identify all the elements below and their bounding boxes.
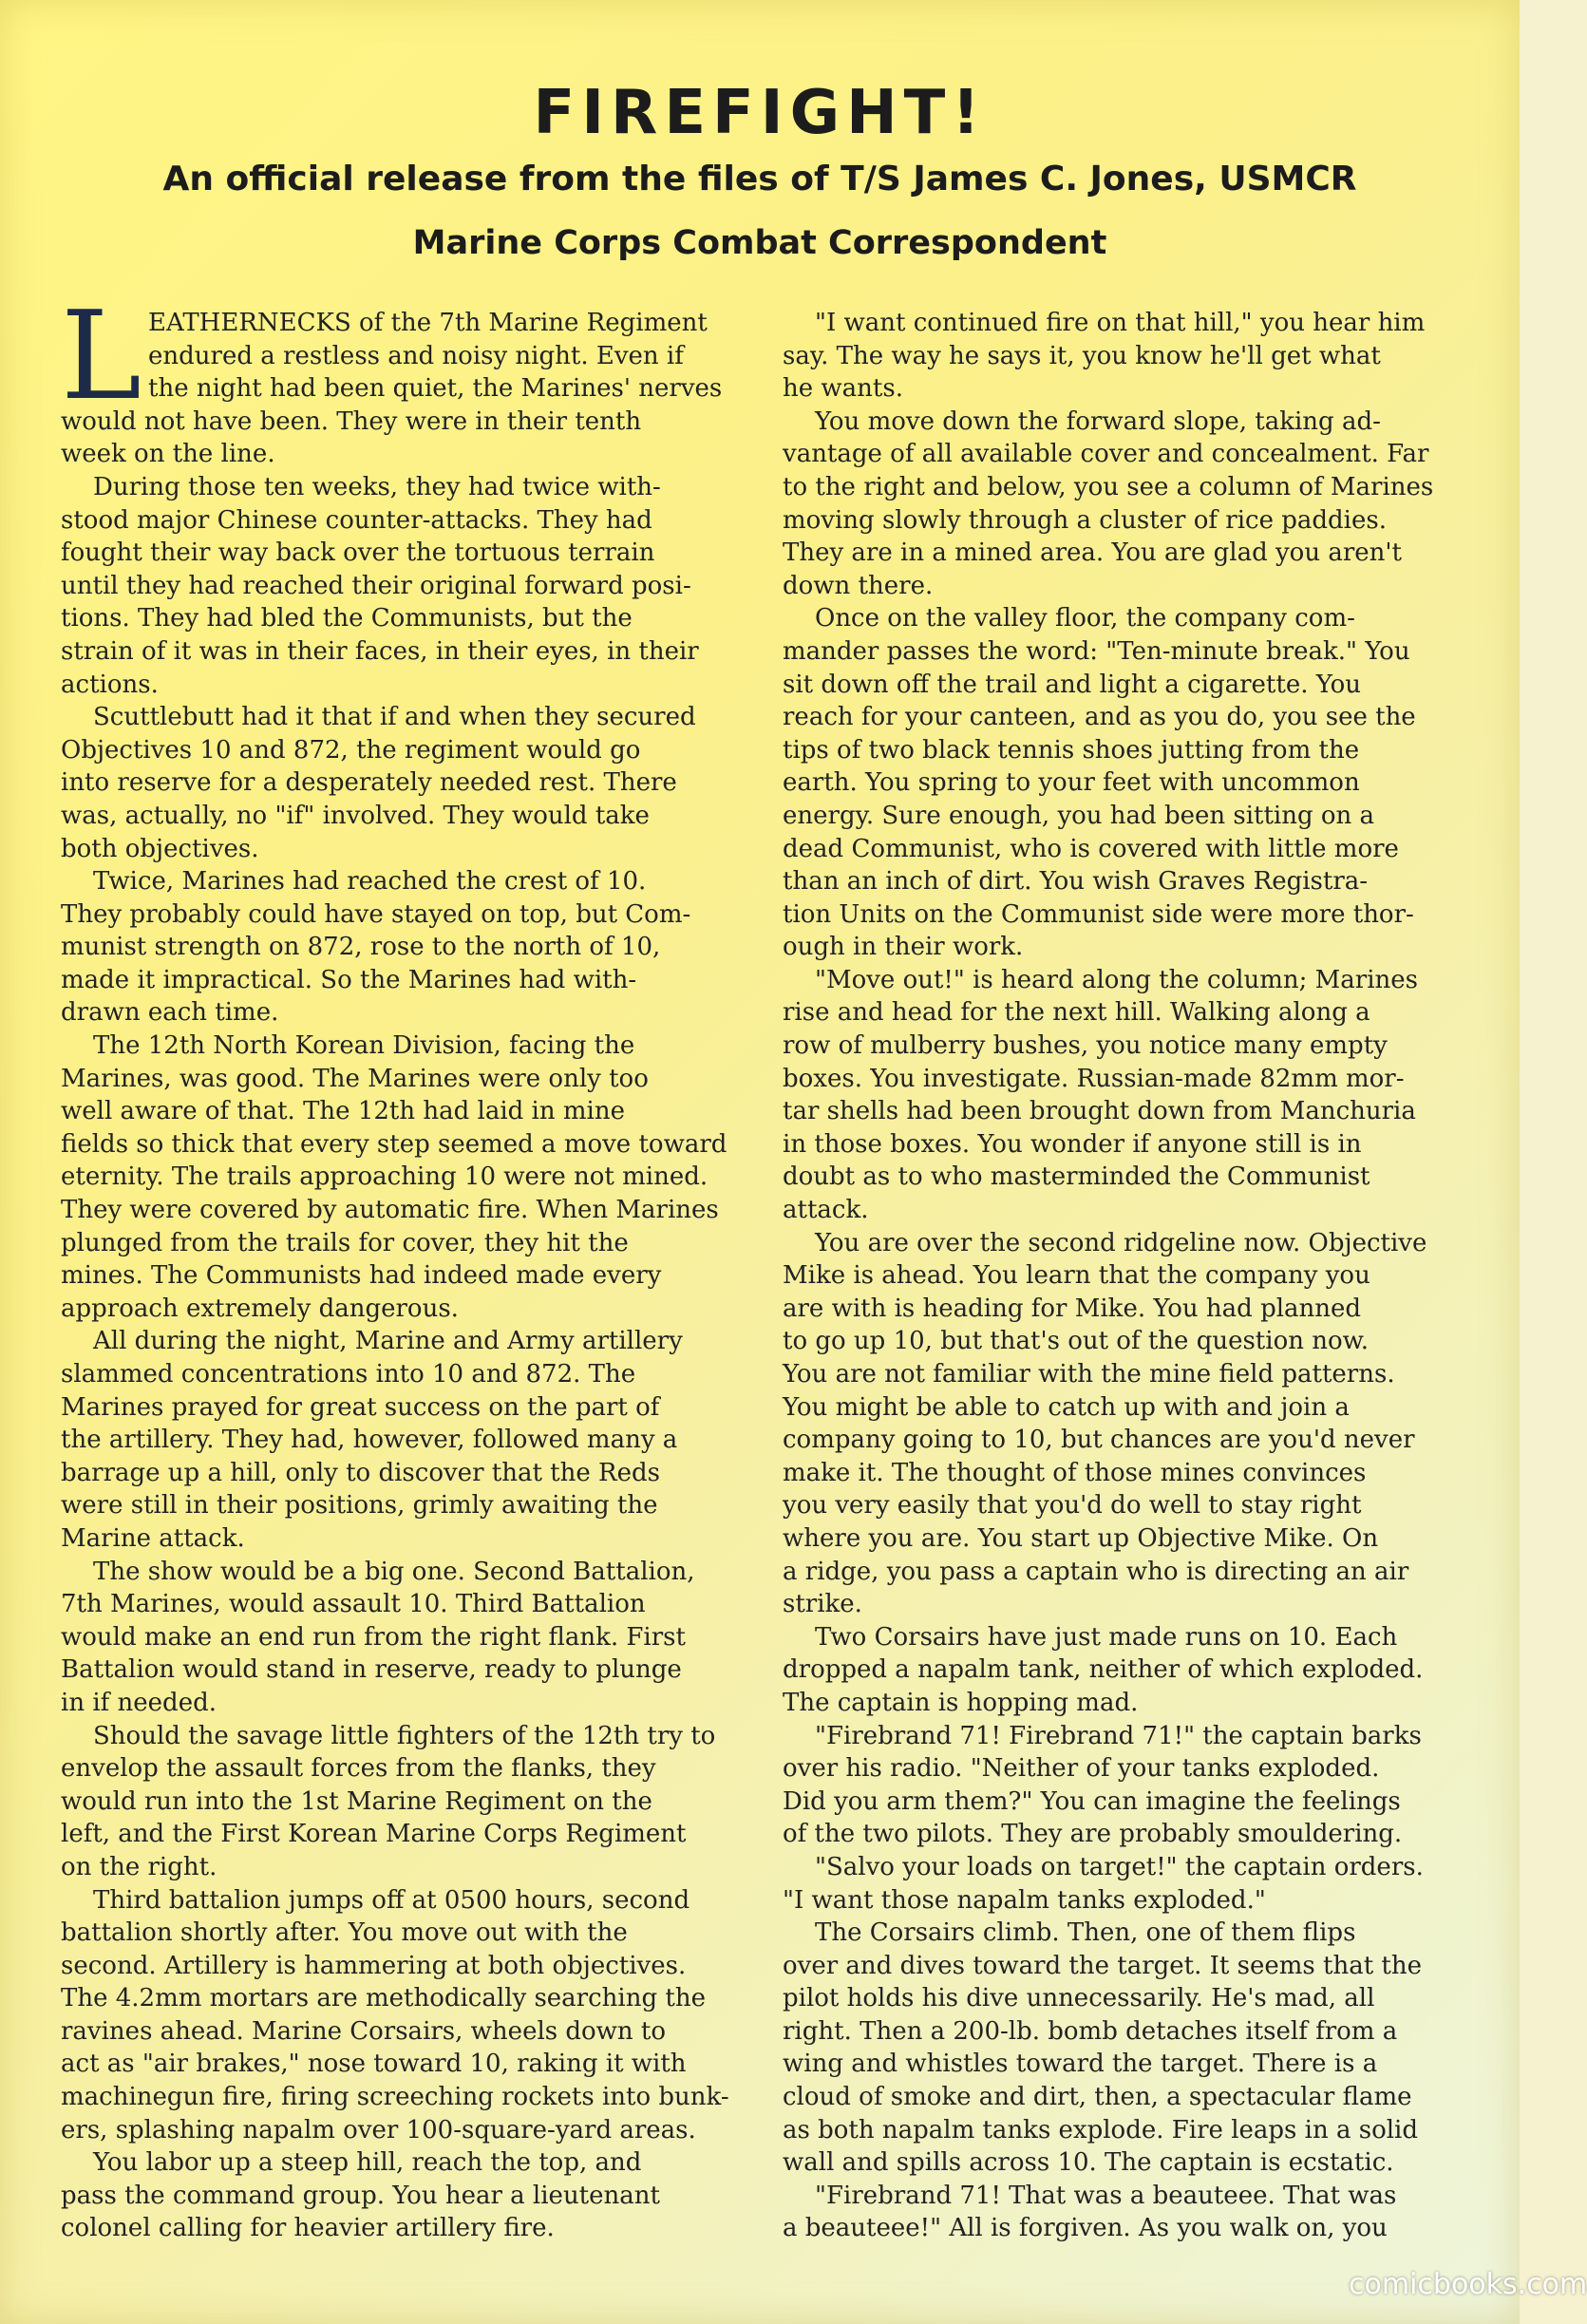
text-line: The captain is hopping mad. <box>783 1688 1139 1717</box>
text-line: until they had reached their original forward posi- <box>61 571 691 600</box>
article-byline: Marine Corps Combat Correspondent <box>412 224 1107 262</box>
text-line: wing and whistles toward the target. There is a <box>783 2050 1378 2079</box>
text-line: 7th Marines, would assault 10. Third Battalion <box>61 1590 646 1619</box>
text-line: Scuttlebutt had it that if and when they secured <box>93 703 696 732</box>
article-title: FIREFIGHT! <box>533 78 987 148</box>
text-line: envelop the assault forces from the flanks, they <box>61 1754 656 1784</box>
text-line: doubt as to who masterminded the Communist <box>783 1162 1370 1192</box>
text-line: on the right. <box>61 1852 217 1881</box>
text-line: Two Corsairs have just made runs on 10. Each <box>815 1622 1398 1652</box>
text-line: the night had been quiet, the Marines' nerves <box>148 374 723 404</box>
text-line: You move down the forward slope, taking ad- <box>815 406 1381 436</box>
text-line: reach for your canteen, and as you do, you see the <box>783 703 1416 732</box>
text-line: All during the night, Marine and Army artillery <box>93 1327 683 1356</box>
text-line: left, and the First Korean Marine Corps Regiment <box>61 1820 687 1849</box>
text-line: EATHERNECKS of the 7th Marine Regiment <box>148 309 708 337</box>
text-line: fields so thick that every step seemed a move toward <box>61 1129 727 1159</box>
text-line: tion Units on the Communist side were more thor- <box>783 899 1414 929</box>
text-line: would make an end run from the right flank. First <box>61 1622 686 1652</box>
text-line: are with is heading for Mike. You had planned <box>783 1294 1362 1323</box>
text-line: boxes. You investigate. Russian-made 82mm mor- <box>783 1064 1405 1093</box>
text-line: You are not familiar with the mine field patterns. <box>783 1360 1395 1389</box>
text-line: During those ten weeks, they had twice with- <box>93 472 661 501</box>
text-line: you very easily that you'd do well to stay right <box>783 1491 1362 1521</box>
text-line: The 4.2mm mortars are methodically searching the <box>61 1984 706 2013</box>
text-line: attack. <box>783 1196 869 1225</box>
text-line: Battalion would stand in reserve, ready to plunge <box>61 1655 682 1685</box>
text-line: dropped a napalm tank, neither of which exploded. <box>783 1655 1424 1685</box>
text-line: You labor up a steep hill, reach the top, and <box>93 2148 642 2178</box>
text-line: row of mulberry bushes, you notice many empty <box>783 1031 1388 1061</box>
text-line: They probably could have stayed on top, but Com- <box>61 899 691 929</box>
text-line: well aware of that. The 12th had laid in mine <box>61 1097 625 1126</box>
text-line: actions. <box>61 670 159 699</box>
text-line: moving slowly through a cluster of rice paddies. <box>783 505 1387 535</box>
text-line: wall and spills across 10. The captain is ecstatic. <box>783 2148 1394 2178</box>
text-line: The Corsairs climb. Then, one of them flips <box>815 1918 1356 1948</box>
text-line: vantage of all available cover and concealment. Far <box>783 440 1429 469</box>
text-line: "I want continued fire on that hill," you hear him <box>815 309 1426 337</box>
text-line: he wants. <box>783 374 903 404</box>
text-line: mines. The Communists had indeed made every <box>61 1261 662 1291</box>
text-line: of the two pilots. They are probably smouldering. <box>783 1820 1403 1849</box>
text-line: Did you arm them?" You can imagine the feelings <box>783 1786 1401 1816</box>
text-line: week on the line. <box>61 440 275 469</box>
text-line: made it impractical. So the Marines had with- <box>61 965 637 994</box>
text-line: tions. They had bled the Communists, but the <box>61 604 633 633</box>
text-line: colonel calling for heavier artillery fire. <box>61 2214 555 2243</box>
text-line: a beauteee!" All is forgiven. As you walk on, you <box>783 2214 1388 2243</box>
text-line: tar shells had been brought down from Manchuria <box>783 1097 1416 1126</box>
text-line: machinegun fire, firing screeching rockets into bunk- <box>61 2083 729 2112</box>
text-line: down there. <box>783 571 934 600</box>
text-line: over his radio. "Neither of your tanks exploded. <box>783 1754 1380 1784</box>
text-line: rise and head for the next hill. Walking along a <box>783 998 1370 1028</box>
text-line: pass the command group. You hear a lieutenant <box>61 2181 660 2210</box>
text-line: Mike is ahead. You learn that the company you <box>783 1261 1370 1291</box>
text-line: the artillery. They had, however, followed many a <box>61 1426 678 1455</box>
text-line: Marines prayed for great success on the part of <box>61 1392 660 1422</box>
text-line: was, actually, no "if" involved. They would take <box>61 801 650 830</box>
drop-cap-letter: L <box>61 286 142 427</box>
text-line: battalion shortly after. You move out with the <box>61 1918 628 1948</box>
text-line: sit down off the trail and light a cigarette. You <box>783 670 1362 699</box>
site-watermark: comicbooks.com <box>1349 2268 1587 2301</box>
text-line: You might be able to catch up with and join a <box>783 1392 1350 1422</box>
text-line: "I want those napalm tanks exploded." <box>783 1885 1266 1915</box>
text-line: approach extremely dangerous. <box>61 1294 459 1323</box>
text-line: ough in their work. <box>783 933 1024 962</box>
text-line: Marines, was good. The Marines were only too <box>61 1064 649 1093</box>
text-line: Third battalion jumps off at 0500 hours, second <box>93 1885 690 1915</box>
text-line: say. The way he says it, you know he'll get what <box>783 341 1381 370</box>
text-line: would run into the 1st Marine Regiment on the <box>61 1786 652 1816</box>
text-line: a ridge, you pass a captain who is directing an air <box>783 1557 1409 1586</box>
text-line: "Move out!" is heard along the column; Marines <box>815 965 1418 994</box>
text-line: slammed concentrations into 10 and 872. The <box>61 1360 636 1389</box>
text-line: "Firebrand 71! Firebrand 71!" the captain barks <box>815 1721 1422 1750</box>
article-subtitle: An official release from the files of T/S James C. Jones, USMCR <box>162 160 1357 198</box>
text-line: make it. The thought of those mines convinces <box>783 1458 1367 1487</box>
text-line: eternity. The trails approaching 10 were not mined. <box>61 1162 708 1192</box>
text-line: Should the savage little fighters of the 12th try to <box>93 1721 716 1750</box>
text-line: They were covered by automatic fire. When Marines <box>61 1196 719 1225</box>
text-line: "Firebrand 71! That was a beauteee. That was <box>815 2181 1397 2210</box>
text-line: The 12th North Korean Division, facing the <box>93 1031 635 1061</box>
text-line: to go up 10, but that's out of the question now. <box>783 1327 1370 1356</box>
text-line: Once on the valley floor, the company com- <box>815 604 1355 633</box>
text-line: energy. Sure enough, you had been sitting on a <box>783 801 1375 830</box>
text-line: company going to 10, but chances are you'd never <box>783 1426 1415 1455</box>
text-line: where you are. You start up Objective Mike. On <box>783 1523 1379 1553</box>
text-line: The show would be a big one. Second Battalion, <box>93 1557 695 1586</box>
text-line: ers, splashing napalm over 100-square-yard areas. <box>61 2115 696 2145</box>
text-line: both objectives. <box>61 834 259 863</box>
text-line: endured a restless and noisy night. Even if <box>148 341 684 370</box>
text-line: They are in a mined area. You are glad you aren't <box>783 538 1402 568</box>
text-line: mander passes the word: "Ten-minute break." You <box>783 636 1410 666</box>
text-line: munist strength on 872, rose to the north of 10, <box>61 933 661 962</box>
left-text-column <box>61 286 741 2245</box>
text-line: than an inch of dirt. You wish Graves Registra- <box>783 867 1369 897</box>
text-line: tips of two black tennis shoes jutting from the <box>783 735 1360 765</box>
text-line: in if needed. <box>61 1688 217 1717</box>
text-line: right. Then a 200-lb. bomb detaches itself from a <box>783 2016 1398 2046</box>
text-line: fought their way back over the tortuous terrain <box>61 538 655 568</box>
right-text-column <box>783 307 1463 2245</box>
text-line: act as "air brakes," nose toward 10, raking it with <box>61 2050 687 2079</box>
text-line: in those boxes. You wonder if anyone still is in <box>783 1129 1362 1159</box>
text-line: strike. <box>783 1590 862 1619</box>
text-line: strain of it was in their faces, in their eyes, in their <box>61 636 699 666</box>
text-line: ravines ahead. Marine Corsairs, wheels down to <box>61 2016 667 2046</box>
text-line: barrage up a hill, only to discover that the Reds <box>61 1458 660 1487</box>
text-line: Objectives 10 and 872, the regiment would go <box>61 735 641 765</box>
text-line: to the right and below, you see a column of Marines <box>783 472 1434 501</box>
text-line: earth. You spring to your feet with uncommon <box>783 768 1360 798</box>
text-line: drawn each time. <box>61 998 279 1028</box>
text-line: were still in their positions, grimly awaiting the <box>61 1491 658 1521</box>
text-line: cloud of smoke and dirt, then, a spectacular flame <box>783 2083 1412 2112</box>
text-line: into reserve for a desperately needed rest. There <box>61 768 677 798</box>
text-line: plunged from the trails for cover, they hit the <box>61 1228 629 1257</box>
text-line: as both napalm tanks explode. Fire leaps in a solid <box>783 2115 1419 2145</box>
text-line: would not have been. They were in their tenth <box>61 406 642 436</box>
text-line: over and dives toward the target. It seems that the <box>783 1951 1422 1980</box>
text-line: Twice, Marines had reached the crest of 10. <box>93 867 647 897</box>
text-line: "Salvo your loads on target!" the captain orders. <box>815 1852 1424 1881</box>
text-line: dead Communist, who is covered with little more <box>783 834 1399 863</box>
text-line: second. Artillery is hammering at both objectives. <box>61 1951 687 1980</box>
text-line: Marine attack. <box>61 1523 245 1553</box>
text-line: stood major Chinese counter-attacks. They had <box>61 505 652 535</box>
text-line: You are over the second ridgeline now. Objective <box>815 1228 1427 1257</box>
text-line: pilot holds his dive unnecessarily. He's mad, all <box>783 1984 1375 2013</box>
